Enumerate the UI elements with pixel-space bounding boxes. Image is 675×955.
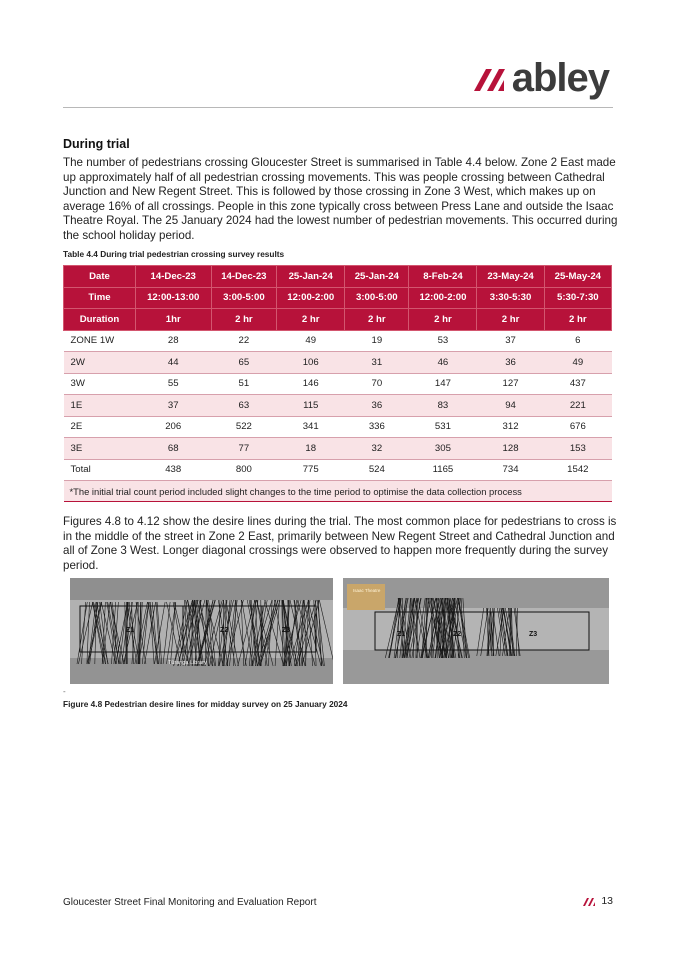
count-cell: 341 xyxy=(277,416,345,438)
desire-lines-map-east xyxy=(343,578,609,684)
zone-label-z2-east: Z2 xyxy=(453,631,462,638)
count-cell: 305 xyxy=(409,438,477,460)
header-cell: 12:00-13:00 xyxy=(135,287,211,309)
count-cell: 115 xyxy=(277,395,345,417)
count-cell: 128 xyxy=(477,438,544,460)
count-cell: 206 xyxy=(135,416,211,438)
footer-report-title: Gloucester Street Final Monitoring and Evaluation Report xyxy=(63,897,317,908)
count-cell: 147 xyxy=(409,373,477,395)
page-number: 13 xyxy=(601,895,613,907)
zone-cell: 3W xyxy=(64,373,136,395)
count-cell: 1542 xyxy=(544,459,611,481)
header-cell: 12:00-2:00 xyxy=(409,287,477,309)
zone-label-z3-east: Z3 xyxy=(529,631,538,638)
count-cell: 734 xyxy=(477,459,544,481)
header-cell: 2 hr xyxy=(544,309,611,331)
abley-logo xyxy=(472,58,609,98)
table-row xyxy=(64,352,612,374)
header-cell: 3:00-5:00 xyxy=(211,287,277,309)
count-cell: 65 xyxy=(211,352,277,374)
header-cell: Date xyxy=(64,266,136,288)
header-cell: 12:00-2:00 xyxy=(277,287,345,309)
header-cell: 14-Dec-23 xyxy=(211,266,277,288)
count-cell: 524 xyxy=(345,459,409,481)
table-note-row xyxy=(64,481,612,502)
count-cell: 77 xyxy=(211,438,277,460)
header-cell: 25-May-24 xyxy=(544,266,611,288)
page-header xyxy=(63,52,613,108)
count-cell: 146 xyxy=(277,373,345,395)
count-cell: 51 xyxy=(211,373,277,395)
count-cell: 676 xyxy=(544,416,611,438)
abley-mark-icon xyxy=(472,64,510,92)
count-cell: 153 xyxy=(544,438,611,460)
header-cell: 14-Dec-23 xyxy=(135,266,211,288)
header-cell: 3:30-5:30 xyxy=(477,287,544,309)
survey-table xyxy=(63,265,612,502)
count-cell: 31 xyxy=(345,352,409,374)
zone-cell: 1E xyxy=(64,395,136,417)
table-row xyxy=(64,330,612,352)
table-caption: Table 4.4 During trial pedestrian crossing survey results xyxy=(63,249,285,259)
count-cell: 36 xyxy=(345,395,409,417)
count-cell: 70 xyxy=(345,373,409,395)
count-cell: 22 xyxy=(211,330,277,352)
header-row-dates xyxy=(64,266,612,288)
count-cell: 46 xyxy=(409,352,477,374)
count-cell: 19 xyxy=(345,330,409,352)
count-cell: 336 xyxy=(345,416,409,438)
zone-label-z3: Z3 xyxy=(282,627,291,634)
table-row xyxy=(64,373,612,395)
count-cell: 53 xyxy=(409,330,477,352)
count-cell: 28 xyxy=(135,330,211,352)
count-cell: 531 xyxy=(409,416,477,438)
header-cell: 2 hr xyxy=(477,309,544,331)
header-cell: 23-May-24 xyxy=(477,266,544,288)
header-cell: 5:30-7:30 xyxy=(544,287,611,309)
zone-cell: 3E xyxy=(64,438,136,460)
count-cell: 36 xyxy=(477,352,544,374)
library-label: Tūranga Library xyxy=(168,660,207,666)
count-cell: 800 xyxy=(211,459,277,481)
header-row-times xyxy=(64,287,612,309)
header-cell: Duration xyxy=(64,309,136,331)
desire-lines-map-west xyxy=(70,578,333,684)
count-cell: 6 xyxy=(544,330,611,352)
count-cell: 32 xyxy=(345,438,409,460)
table-row xyxy=(64,459,612,481)
count-cell: 312 xyxy=(477,416,544,438)
count-cell: 1165 xyxy=(409,459,477,481)
zone-label-z2: Z2 xyxy=(220,627,229,634)
count-cell: 37 xyxy=(477,330,544,352)
header-cell: 25-Jan-24 xyxy=(277,266,345,288)
theatre-label: Isaac Theatre xyxy=(353,588,381,593)
zone-label-z1-east: Z1 xyxy=(397,631,406,638)
zone-cell: ZONE 1W xyxy=(64,330,136,352)
section-title: During trial xyxy=(63,137,130,151)
logo-wordmark: abley xyxy=(511,56,609,100)
count-cell: 44 xyxy=(135,352,211,374)
count-cell: 522 xyxy=(211,416,277,438)
header-cell: 3:00-5:00 xyxy=(345,287,409,309)
count-cell: 775 xyxy=(277,459,345,481)
intro-paragraph: The number of pedestrians crossing Gloucester Street is summarised in Table 4.4 below. Zone 2 East made up approximately half of all pedestrian crossing movements. This was people crossing between Cathedral Junction and New Regent Street. This is followed by those crossing in Zone 3 West, which makes up on average 16% of all crossings. People in this zone typically cross between Press Lane and outside the Isaac Theatre Royal. The 25 January 2024 had the lowest number of pedestrian movements. This occurred during the school holiday period. xyxy=(63,156,618,242)
count-cell: 68 xyxy=(135,438,211,460)
count-cell: 18 xyxy=(277,438,345,460)
count-cell: 438 xyxy=(135,459,211,481)
header-cell: 2 hr xyxy=(409,309,477,331)
zone-cell: 2W xyxy=(64,352,136,374)
zone-cell: Total xyxy=(64,459,136,481)
table-row xyxy=(64,395,612,417)
count-cell: 55 xyxy=(135,373,211,395)
header-cell: 25-Jan-24 xyxy=(345,266,409,288)
header-cell: 1hr xyxy=(135,309,211,331)
count-cell: 49 xyxy=(544,352,611,374)
count-cell: 37 xyxy=(135,395,211,417)
count-cell: 94 xyxy=(477,395,544,417)
zone-cell: 2E xyxy=(64,416,136,438)
table-row xyxy=(64,438,612,460)
figure-dash: - xyxy=(63,687,66,696)
count-cell: 221 xyxy=(544,395,611,417)
table-row xyxy=(64,416,612,438)
header-cell: 8-Feb-24 xyxy=(409,266,477,288)
header-row-durations xyxy=(64,309,612,331)
count-cell: 127 xyxy=(477,373,544,395)
abley-mark-icon-small xyxy=(583,896,597,906)
count-cell: 437 xyxy=(544,373,611,395)
count-cell: 106 xyxy=(277,352,345,374)
header-cell: 2 hr xyxy=(211,309,277,331)
header-cell: 2 hr xyxy=(277,309,345,331)
header-cell: 2 hr xyxy=(345,309,409,331)
figure-caption: Figure 4.8 Pedestrian desire lines for midday survey on 25 January 2024 xyxy=(63,699,348,709)
desire-lines-paragraph: Figures 4.8 to 4.12 show the desire lines during the trial. The most common place for pedestrians to cross is in the middle of the street in Zone 2 East, primarily between New Regent Street and Cathedral Junction and all of Zone 3 West. Longer diagonal crossings were observed to happen more frequently during the survey period. xyxy=(63,515,617,572)
count-cell: 63 xyxy=(211,395,277,417)
count-cell: 83 xyxy=(409,395,477,417)
footer-page xyxy=(583,895,613,907)
zone-label-z1: Z1 xyxy=(126,627,135,634)
count-cell: 49 xyxy=(277,330,345,352)
header-cell: Time xyxy=(64,287,136,309)
table-note: *The initial trial count period included slight changes to the time period to optimise the data collection process xyxy=(64,481,612,502)
